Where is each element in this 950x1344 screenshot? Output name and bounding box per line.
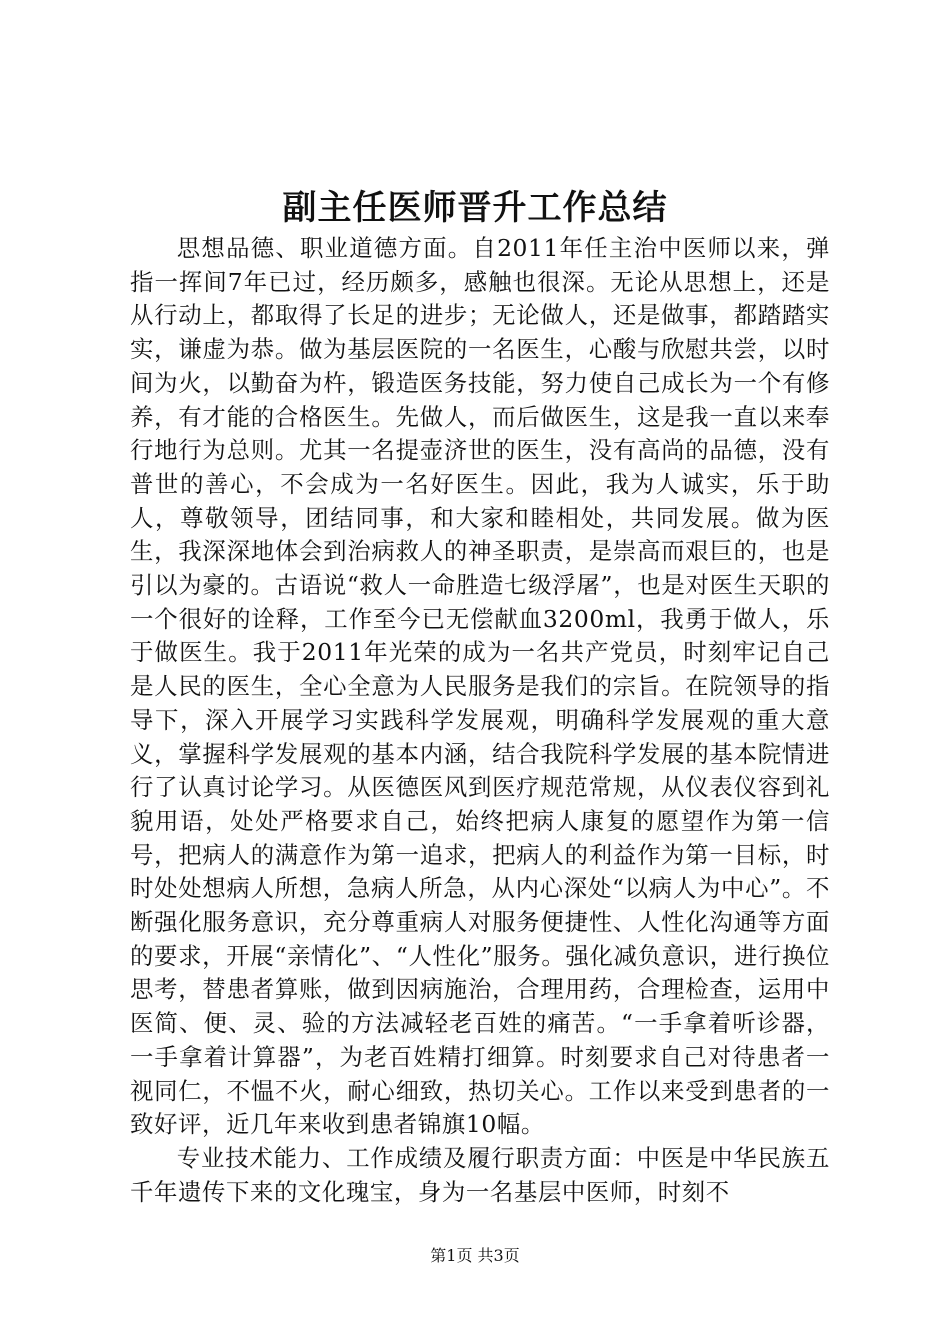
- paragraph-professional-ability: 专业技术能力、工作成绩及履行职责方面：中医是中华民族五千年遗传下来的文化瑰宝，身为一名基层中医师，时刻不: [130, 1143, 830, 1206]
- paragraph-moral-character: 思想品德、职业道德方面。自2011年任主治中医师以来，弹指一挥间7年已过，经历颇多，感触也很深。无论从思想上，还是从行动上，都取得了长足的进步；无论做人，还是做事，都踏踏实实，谦虚为恭。做为基层医院的一名医生，心酸与欣慰共尝，以时间为火，以勤奋为杵，锻造医务技能，努力使自己成长为一个有修养，有才能的合格医生。先做人，而后做医生，这是我一直以来奉行地行为总则。尤其一名提壶济世的医生，没有高尚的品德，没有普世的善心，不会成为一名好医生。因此，我为人诚实，乐于助人，尊敬领导，团结同事，和大家和睦相处，共同发展。做为医生，我深深地体会到治病救人的神圣职责，是崇高而艰巨的，也是引以为豪的。古语说“救人一命胜造七级浮屠”，也是对医生天职的一个很好的诠释，工作至今已无偿献血3200ml，我勇于做人，乐于做医生。我于2011年光荣的成为一名共产党员，时刻牢记自己是人民的医生，全心全意为人民服务是我们的宗旨。在院领导的指导下，深入开展学习实践科学发展观，明确科学发展观的重大意义，掌握科学发展观的基本内涵，结合我院科学发展的基本院情进行了认真讨论学习。从医德医风到医疗规范常规，从仪表仪容到礼貌用语，处处严格要求自己，始终把病人康复的愿望作为第一信号，把病人的满意作为第一追求，把病人的利益作为第一目标，时时处处想病人所想，急病人所急，从内心深处“以病人为中心”。不断强化服务意识，充分尊重病人对服务便捷性、人性化沟通等方面的要求，开展“亲情化”、“人性化”服务。强化减负意识，进行换位思考，替患者算账，做到因病施治，合理用药，合理检查，运用中医简、便、灵、验的方法减轻老百姓的痛苦。“一手拿着听诊器，一手拿着计算器”，为老百姓精打细算。时刻要求自己对待患者一视同仁，不愠不火，耐心细致，热切关心。工作以来受到患者的一致好评，近几年来收到患者锦旗10幅。: [130, 234, 830, 1139]
- document-body: [130, 232, 830, 1209]
- page-number-footer: 第1页 共3页: [430, 1246, 520, 1265]
- document-title: 副主任医师晋升工作总结: [282, 188, 668, 228]
